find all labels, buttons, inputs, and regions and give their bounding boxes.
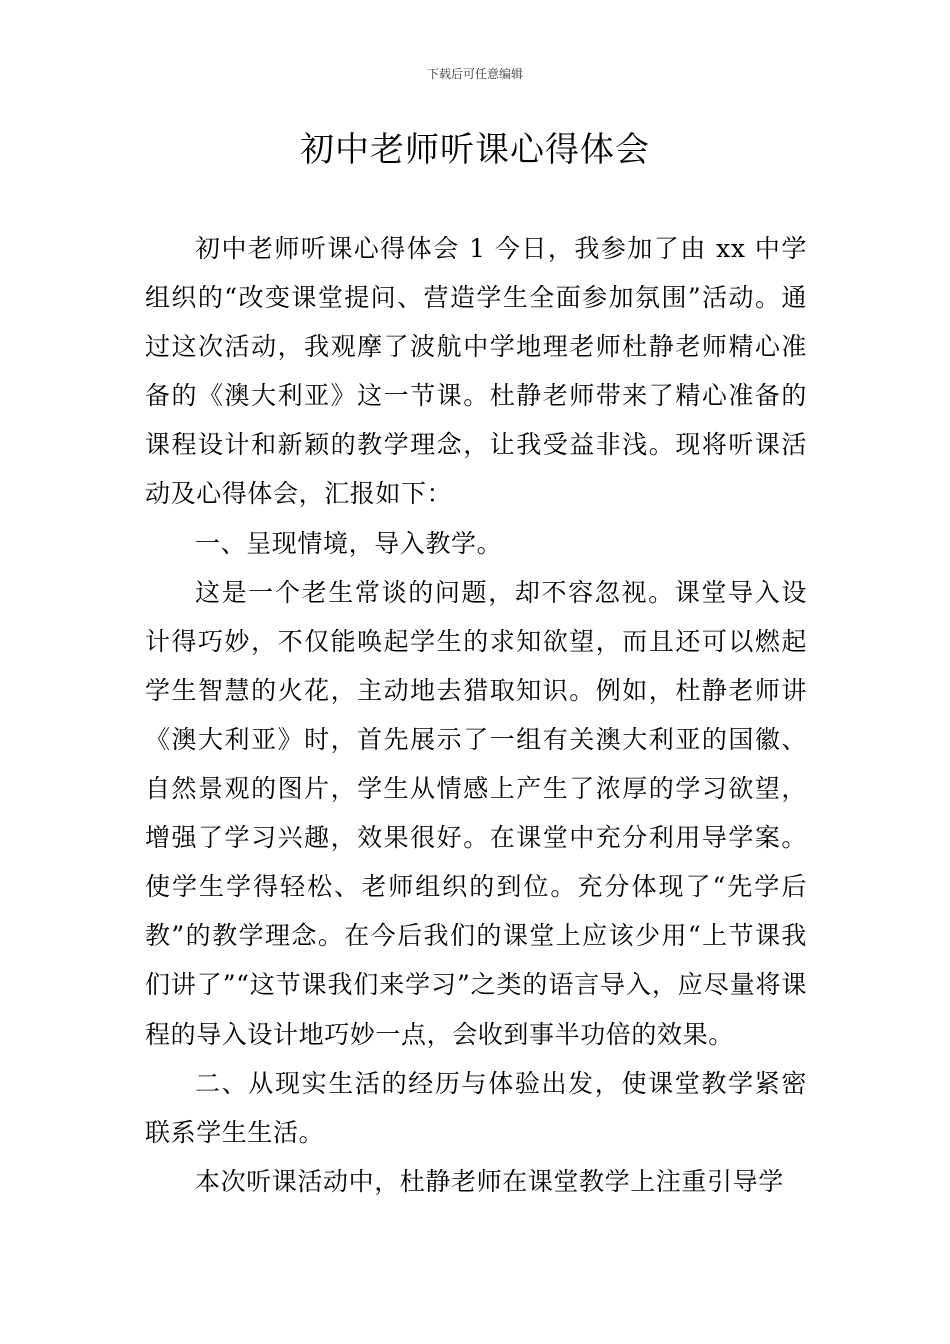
section-heading-1: 一、呈现情境，导入教学。 [195, 528, 503, 558]
paragraph-section-2: 本次听课活动中，杜静老师在课堂教学上注重引导学 [195, 1166, 784, 1196]
header-note: 下载后可任意编辑 [426, 67, 523, 81]
paragraph-intro: 初中老师听课心得体会 1 今日，我参加了由 xx 中学组织的“改变课堂提问、营造学生全面参加氛围”活动。通过这次活动，我观摩了波航中学地理老师杜静老师精心准备的《澳大利亚》这一节课。杜静老师带来了精心准备的课程设计和新颖的教学理念，让我受益非浅。现将听课活动及心得体会，汇报如下： [145, 234, 807, 509]
paragraph-section-1: 这是一个老生常谈的问题，却不容忽视。课堂导入设计得巧妙，不仅能唤起学生的求知欲望，而且还可以燃起学生智慧的火花，主动地去猎取知识。例如，杜静老师讲《澳大利亚》时，首先展示了一组有关澳大利亚的国徽、自然景观的图片，学生从情感上产生了浓厚的学习欲望，增强了学习兴趣，效果很好。在课堂中充分利用导学案。使学生学得轻松、老师组织的到位。充分体现了“先学后教”的教学理念。在今后我们的课堂上应该少用“上节课我们讲了”“这节课我们来学习”之类的语言导入，应尽量将课程的导入设计地巧妙一点，会收到事半功倍的效果。 [145, 577, 807, 1049]
document-title: 初中老师听课心得体会 [300, 130, 650, 170]
section-heading-2: 二、从现实生活的经历与体验出发，使课堂教学紧密联系学生生活。 [145, 1068, 807, 1147]
document-body [145, 224, 807, 1206]
